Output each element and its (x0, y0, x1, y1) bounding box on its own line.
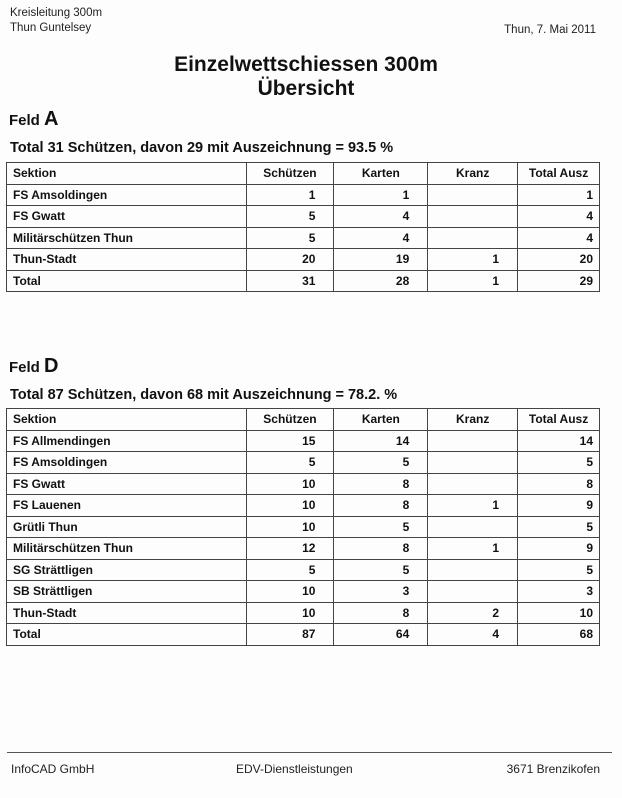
col-header-schuetzen: Schützen (246, 409, 334, 431)
feld-d-summary: Total 87 Schützen, davon 68 mit Auszeichnung = 78.2. % (10, 387, 398, 403)
cell-total-ausz: 10 (518, 602, 600, 624)
cell-karten: 8 (334, 473, 428, 495)
cell-total-ausz: 68 (518, 624, 600, 646)
cell-schuetzen: 10 (246, 495, 334, 517)
cell-total-ausz: 3 (518, 581, 600, 603)
cell-schuetzen: 31 (246, 270, 334, 292)
title-line-1: Einzelwettschiessen 300m (174, 53, 438, 76)
cell-kranz: 4 (428, 624, 518, 646)
table-row (7, 581, 600, 603)
cell-kranz (428, 473, 518, 495)
cell-kranz (428, 206, 518, 228)
feld-a-letter: A (44, 108, 59, 130)
footer-divider (7, 752, 612, 753)
cell-total-ausz: 14 (518, 430, 600, 452)
cell-karten: 5 (334, 516, 428, 538)
cell-sektion: FS Gwatt (7, 473, 247, 495)
footer-company: InfoCAD GmbH (11, 762, 95, 776)
table-row (7, 452, 600, 474)
cell-karten: 8 (334, 538, 428, 560)
title-line-2: Übersicht (257, 77, 355, 100)
cell-total-ausz: 5 (518, 516, 600, 538)
table-row (7, 473, 600, 495)
cell-total-ausz: 5 (518, 559, 600, 581)
cell-sektion: Total (7, 624, 247, 646)
col-header-sektion: Sektion (7, 163, 247, 185)
table-total-row (7, 270, 600, 292)
cell-kranz (428, 581, 518, 603)
table-header-row (7, 163, 600, 185)
cell-schuetzen: 5 (246, 206, 334, 228)
table-row (7, 249, 600, 271)
cell-karten: 8 (334, 602, 428, 624)
feld-a-table (6, 162, 600, 292)
feld-a-heading (9, 108, 58, 131)
cell-sektion: Thun-Stadt (7, 249, 247, 271)
cell-karten: 14 (334, 430, 428, 452)
col-header-total-ausz: Total Ausz (518, 163, 600, 185)
cell-karten: 5 (334, 452, 428, 474)
org-line-1: Kreisleitung 300m (10, 7, 103, 19)
cell-total-ausz: 8 (518, 473, 600, 495)
cell-kranz: 2 (428, 602, 518, 624)
feld-a-summary: Total 31 Schützen, davon 29 mit Auszeichnung = 93.5 % (10, 140, 394, 156)
feld-d-label: Feld (9, 359, 40, 376)
cell-total-ausz: 29 (518, 270, 600, 292)
document-date: Thun, 7. Mai 2011 (504, 24, 596, 36)
cell-schuetzen: 10 (246, 516, 334, 538)
table-row (7, 206, 600, 228)
cell-schuetzen: 12 (246, 538, 334, 560)
cell-kranz (428, 559, 518, 581)
cell-kranz (428, 516, 518, 538)
cell-sektion: SG Strättligen (7, 559, 247, 581)
cell-karten: 3 (334, 581, 428, 603)
cell-schuetzen: 10 (246, 581, 334, 603)
cell-kranz (428, 184, 518, 206)
organization-block (10, 6, 102, 36)
cell-karten: 5 (334, 559, 428, 581)
cell-schuetzen: 5 (246, 559, 334, 581)
cell-schuetzen: 20 (246, 249, 334, 271)
col-header-total-ausz: Total Ausz (518, 409, 600, 431)
feld-a-label: Feld (9, 112, 40, 129)
cell-total-ausz: 20 (518, 249, 600, 271)
table-row (7, 495, 600, 517)
col-header-schuetzen: Schützen (246, 163, 334, 185)
cell-kranz: 1 (428, 495, 518, 517)
table-row (7, 516, 600, 538)
table-row (7, 227, 600, 249)
cell-kranz: 1 (428, 249, 518, 271)
cell-karten: 28 (334, 270, 428, 292)
cell-kranz (428, 452, 518, 474)
col-header-kranz: Kranz (428, 409, 518, 431)
cell-total-ausz: 9 (518, 538, 600, 560)
cell-kranz: 1 (428, 538, 518, 560)
cell-sektion: Militärschützen Thun (7, 227, 247, 249)
footer-service: EDV-Dienstleistungen (236, 762, 353, 776)
cell-sektion: FS Lauenen (7, 495, 247, 517)
cell-schuetzen: 87 (246, 624, 334, 646)
table-row (7, 538, 600, 560)
cell-total-ausz: 4 (518, 206, 600, 228)
cell-sektion: SB Strättligen (7, 581, 247, 603)
table-total-row (7, 624, 600, 646)
table-header-row (7, 409, 600, 431)
table-row (7, 559, 600, 581)
cell-karten: 4 (334, 227, 428, 249)
cell-karten: 19 (334, 249, 428, 271)
cell-kranz (428, 430, 518, 452)
table-row (7, 602, 600, 624)
cell-schuetzen: 5 (246, 452, 334, 474)
col-header-kranz: Kranz (428, 163, 518, 185)
cell-karten: 4 (334, 206, 428, 228)
cell-total-ausz: 5 (518, 452, 600, 474)
cell-sektion: Total (7, 270, 247, 292)
col-header-karten: Karten (334, 163, 428, 185)
cell-sektion: FS Amsoldingen (7, 452, 247, 474)
cell-schuetzen: 5 (246, 227, 334, 249)
cell-total-ausz: 4 (518, 227, 600, 249)
feld-d-letter: D (44, 355, 59, 377)
cell-karten: 8 (334, 495, 428, 517)
cell-schuetzen: 10 (246, 602, 334, 624)
table-row (7, 430, 600, 452)
cell-sektion: Grütli Thun (7, 516, 247, 538)
cell-sektion: FS Amsoldingen (7, 184, 247, 206)
table-row (7, 184, 600, 206)
feld-d-table (6, 408, 600, 646)
cell-schuetzen: 1 (246, 184, 334, 206)
cell-kranz: 1 (428, 270, 518, 292)
document-title (0, 53, 612, 101)
cell-schuetzen: 10 (246, 473, 334, 495)
cell-sektion: Militärschützen Thun (7, 538, 247, 560)
cell-total-ausz: 1 (518, 184, 600, 206)
footer-location: 3671 Brenzikofen (506, 762, 600, 776)
cell-sektion: FS Allmendingen (7, 430, 247, 452)
cell-total-ausz: 9 (518, 495, 600, 517)
col-header-karten: Karten (334, 409, 428, 431)
cell-karten: 1 (334, 184, 428, 206)
cell-sektion: Thun-Stadt (7, 602, 247, 624)
org-line-2: Thun Guntelsey (10, 22, 92, 34)
cell-schuetzen: 15 (246, 430, 334, 452)
cell-kranz (428, 227, 518, 249)
col-header-sektion: Sektion (7, 409, 247, 431)
cell-sektion: FS Gwatt (7, 206, 247, 228)
cell-karten: 64 (334, 624, 428, 646)
feld-d-heading (9, 355, 58, 378)
